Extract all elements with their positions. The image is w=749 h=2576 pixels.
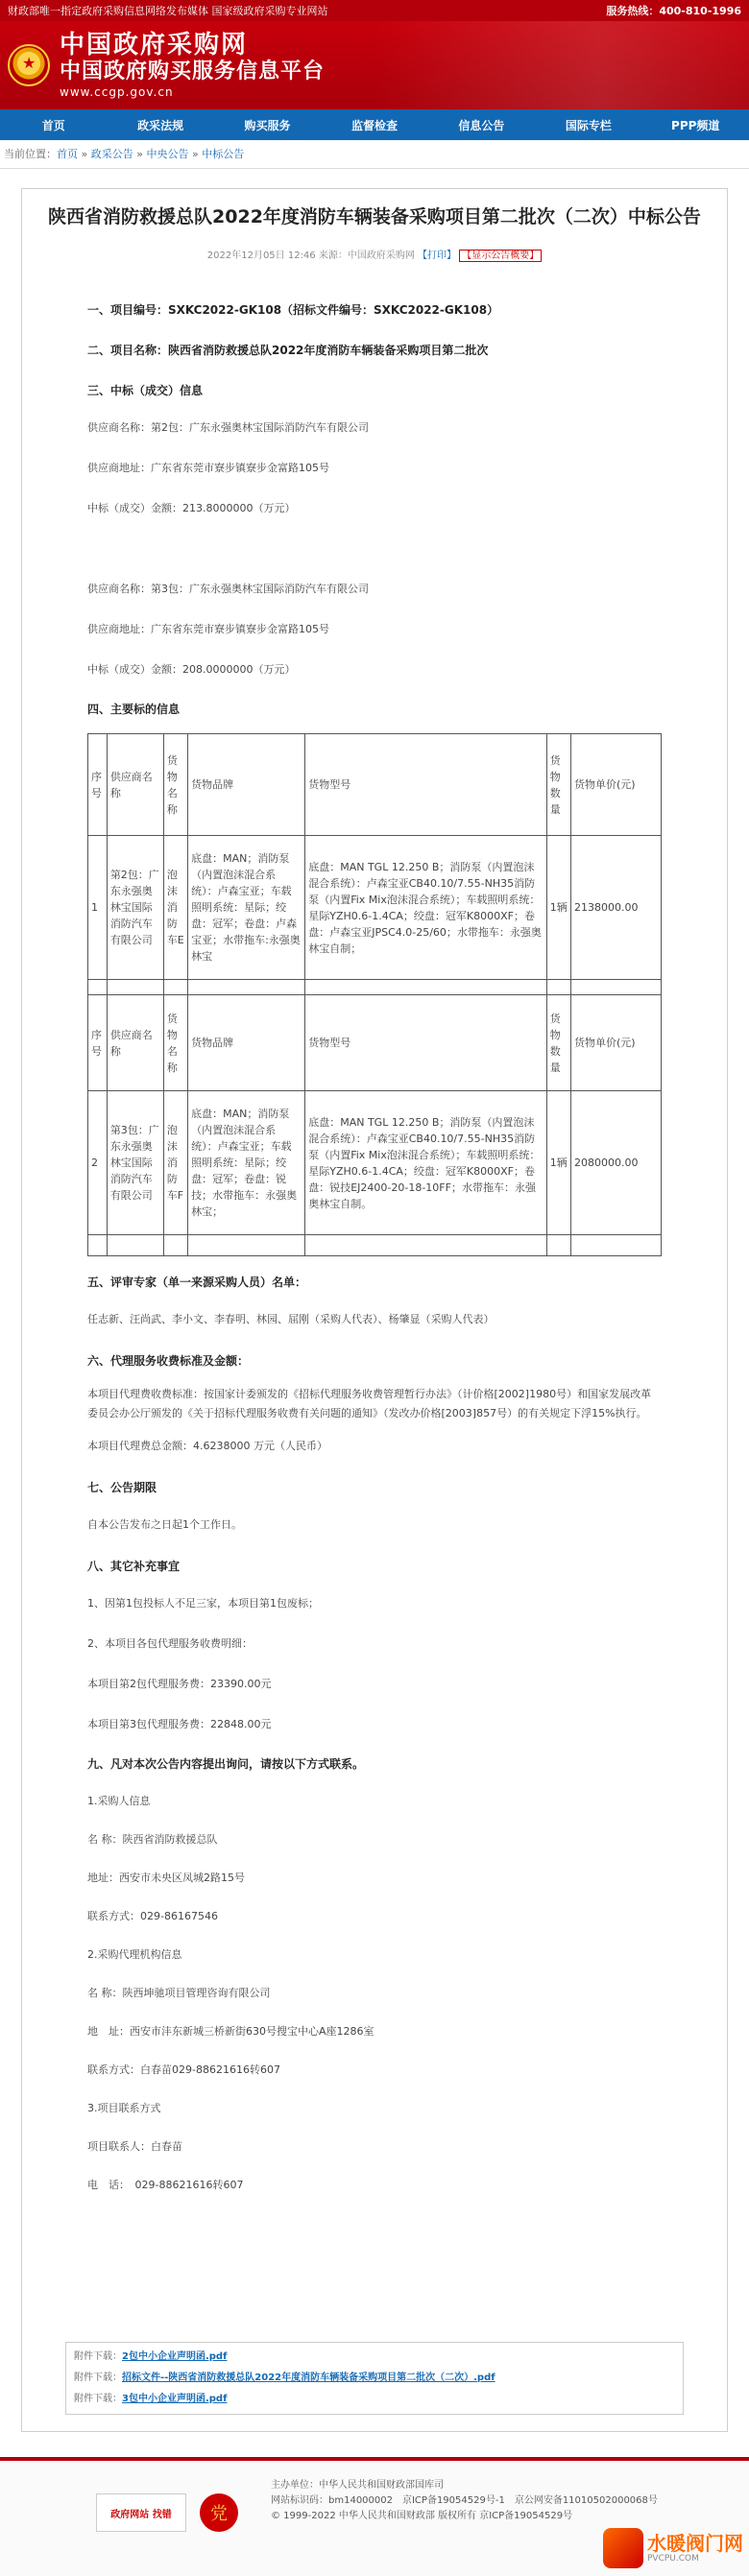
section-winning-info: 三、中标（成交）信息 — [87, 384, 204, 397]
nav-item-ppp[interactable]: PPP频道 — [671, 118, 720, 132]
winner-2-name: 供应商名称：第3包：广东永强奥林宝国际消防汽车有限公司 — [87, 583, 369, 595]
winner-1-name: 供应商名称：第2包：广东永强奥林宝国际消防汽车有限公司 — [87, 421, 369, 434]
header-brand: 货物品牌 — [188, 734, 305, 836]
print-link[interactable]: 【打印】 — [418, 250, 457, 261]
table-spacer-row — [88, 980, 662, 995]
breadcrumb-sep: » — [133, 148, 147, 160]
attachment-link[interactable]: 3包中小企业声明函.pdf — [122, 2394, 228, 2404]
page-title: 陕西省消防救援总队2022年度消防车辆装备采购项目第二批次（二次）中标公告 — [48, 206, 701, 227]
contact-purchaser-title: 1.采购人信息 — [87, 1795, 151, 1807]
nav-item-home[interactable]: 首页 — [41, 118, 65, 132]
fee-total: 本项目代理费总金额：4.6238000 万元（人民币） — [87, 1440, 327, 1452]
cell-no: 1 — [88, 836, 108, 980]
header-model: 货物型号 — [305, 995, 547, 1091]
header-qty: 货物数量 — [546, 995, 570, 1091]
publish-date: 2022年12月05日 12:46 来源：中国政府采购网 — [206, 250, 415, 261]
watermark-text: 水暖阀门网 — [647, 2532, 743, 2555]
expert-list: 任志新、汪尚武、李小文、李春明、林园、屈刚（采购人代表）、杨肇显（采购人代表） — [87, 1313, 495, 1325]
fee-description: 本项目代理费收费标准：按国家计委颁发的《招标代理服务收费管理暂行办法》（计价格[2002]1980号）和国家发展改革委员会办公厅颁发的《关于招标代理服务收费有关问题的通知》（发改办价格[2003]857号）的有关规定下浮15%执行。 — [87, 1388, 652, 1419]
contact-agency-name: 名 称：陕西坤驰项目管理咨询有限公司 — [87, 1987, 271, 1999]
breadcrumb-central[interactable]: 中央公告 — [146, 148, 189, 160]
attachment-label: 附件下载： — [74, 2394, 122, 2404]
supplement-2: 2、本项目各包代理服务收费明细： — [87, 1637, 253, 1650]
section-main-items: 四、主要标的信息 — [87, 703, 181, 716]
cell-model: 底盘：MAN TGL 12.250 B；消防泵（内置泡沫混合系统）：卢森宝亚CB40.10/7.55-NH35消防泵（内置Fix Mix泡沫混合系统）；车载照明系统：星际YZH0.6-1.4CA；绞盘：冠军K8000XF；卷盘：卢森宝亚JPSC4.0-25/60；水带拖车：永强奥林宝自制； — [305, 836, 547, 980]
attachment-label: 附件下载： — [74, 2373, 122, 2383]
contact-purchaser-address: 地址：西安市未央区凤城2路15号 — [87, 1872, 245, 1884]
table-spacer-row — [88, 1235, 662, 1256]
winner-2-amount: 中标（成交）金额：208.0000000（万元） — [87, 663, 296, 676]
breadcrumb-sep: » — [78, 148, 91, 160]
nav-item-services[interactable]: 购买服务 — [244, 118, 291, 132]
table-row — [88, 1091, 662, 1235]
items-table — [87, 733, 662, 1256]
breadcrumb-prefix: 当前位置： — [4, 148, 57, 160]
attachments — [65, 2342, 684, 2415]
cell-goods: 泡沫消防车E — [163, 836, 187, 980]
breadcrumb-sep: » — [188, 148, 203, 160]
winner-1-amount: 中标（成交）金额：213.8000000（万元） — [87, 502, 296, 514]
attachment-item — [74, 2368, 675, 2389]
watermark-logo-icon — [603, 2528, 643, 2568]
breadcrumb-home[interactable]: 首页 — [57, 148, 78, 160]
header-banner-decoration — [374, 21, 749, 109]
supplement-1: 1、因第1包投标人不足三家，本项目第1包废标； — [87, 1597, 319, 1610]
table-row — [88, 836, 662, 980]
main-nav — [0, 109, 749, 140]
site-footer — [0, 2457, 749, 2576]
section-agency-fee: 六、代理服务收费标准及金额： — [87, 1354, 250, 1368]
attachment-link[interactable]: 招标文件--陕西省消防救援总队2022年度消防车辆装备采购项目第二批次（二次）.pdf — [122, 2373, 495, 2383]
contact-agency-address: 地 址：西安市沣东新城三桥新街630号搜宝中心A座1286室 — [87, 2025, 374, 2038]
contact-project-title: 3.项目联系方式 — [87, 2102, 161, 2114]
announcement-period: 自本公告发布之日起1个工作日。 — [87, 1518, 242, 1531]
header-supplier: 供应商名称 — [107, 995, 163, 1091]
nav-item-supervision[interactable]: 监督检查 — [350, 118, 398, 132]
site-subtitle: 中国政府购买服务信息平台 — [60, 60, 326, 83]
site-name: 中国政府采购网 — [60, 31, 249, 60]
cell-brand: 底盘：MAN；消防泵（内置泡沫混合系统）：卢森宝亚；车载照明系统：星际；绞盘：冠军；卷盘：卢森宝亚；水带拖车:永强奥林宝 — [188, 836, 305, 980]
header-price: 货物单价(元) — [570, 995, 661, 1091]
header-qty: 货物数量 — [546, 734, 570, 836]
section-supplementary: 八、其它补充事宜 — [87, 1560, 181, 1573]
breadcrumb-announcements[interactable]: 政采公告 — [90, 148, 133, 160]
header-goods: 货物名称 — [163, 734, 187, 836]
supplement-4: 本项目第3包代理服务费：22848.00元 — [87, 1718, 272, 1730]
section-experts: 五、评审专家（单一来源采购人员）名单： — [87, 1276, 307, 1289]
header-model: 货物型号 — [305, 734, 547, 836]
contact-purchaser-phone: 联系方式：029-86167546 — [87, 1910, 218, 1922]
site-url: www.ccgp.gov.cn — [60, 85, 174, 99]
party-badge-icon[interactable]: 党 — [200, 2493, 238, 2532]
watermark-subtext: PVCPU.COM — [647, 2554, 699, 2564]
header-no: 序号 — [88, 995, 108, 1091]
service-hotline: 服务热线：400-810-1996 — [606, 5, 741, 17]
footer-copyright: © 1999-2022 中华人民共和国财政部 版权所有 京ICP备19054529号 — [271, 2511, 573, 2521]
cell-qty: 1辆 — [546, 1091, 570, 1235]
header-price: 货物单价(元) — [570, 734, 661, 836]
cell-supplier: 第2包：广东永强奥林宝国际消防汽车有限公司 — [107, 836, 163, 980]
header-supplier: 供应商名称 — [107, 734, 163, 836]
cell-no: 2 — [88, 1091, 108, 1235]
article-meta — [87, 247, 662, 261]
section-project-number: 一、项目编号：SXKC2022-GK108（招标文件编号：SXKC2022-GK108） — [87, 303, 499, 317]
footer-host: 主办单位：中华人民共和国财政部国库司 — [271, 2480, 444, 2491]
cell-brand: 底盘：MAN；消防泵（内置泡沫混合系统）：卢森宝亚；车载照明系统：星际；绞盘：冠军；卷盘：锐技；水带拖车：永强奥林宝； — [188, 1091, 305, 1235]
attachment-item — [74, 2389, 675, 2410]
nav-item-announcements[interactable]: 信息公告 — [458, 118, 505, 132]
supplement-3: 本项目第2包代理服务费：23390.00元 — [87, 1678, 272, 1690]
cell-qty: 1辆 — [546, 836, 570, 980]
cell-price: 2138000.00 — [570, 836, 661, 980]
footer-logos — [96, 2493, 238, 2532]
contact-project-phone: 电 话： 029-88621616转607 — [87, 2179, 244, 2191]
site-logo[interactable] — [60, 31, 325, 100]
article-container — [21, 188, 728, 2432]
section-contact: 九、凡对本次公告内容提出询问，请按以下方式联系。 — [87, 1757, 365, 1771]
summary-toggle-button[interactable]: 【显示公告概要】 — [459, 250, 542, 262]
table-header-row — [88, 995, 662, 1091]
attachment-label: 附件下载： — [74, 2351, 122, 2362]
nav-item-regulations[interactable]: 政采法规 — [137, 118, 184, 132]
top-bar — [0, 0, 749, 21]
error-report-badge[interactable]: 政府网站 找错 — [96, 2493, 186, 2532]
header-brand: 货物品牌 — [188, 995, 305, 1091]
winner-1-address: 供应商地址：广东省东莞市寮步镇寮步金富路105号 — [87, 462, 329, 474]
watermark — [603, 2528, 743, 2568]
header-goods: 货物名称 — [163, 995, 187, 1091]
contact-agency-phone: 联系方式：白春苗029-88621616转607 — [87, 2063, 280, 2076]
contact-purchaser-name: 名 称：陕西省消防救援总队 — [87, 1833, 218, 1846]
table-header-row — [88, 734, 662, 836]
national-emblem-icon — [8, 44, 50, 86]
breadcrumb — [0, 140, 749, 169]
contact-project-person: 项目联系人：白春苗 — [87, 2140, 182, 2153]
header-no: 序号 — [88, 734, 108, 836]
article-body — [87, 299, 662, 2195]
footer-info — [271, 2478, 658, 2524]
attachment-link[interactable]: 2包中小企业声明函.pdf — [122, 2351, 228, 2362]
section-project-name: 二、项目名称：陕西省消防救援总队2022年度消防车辆装备采购项目第二批次 — [87, 344, 489, 357]
cell-goods: 泡沫消防车F — [163, 1091, 187, 1235]
nav-item-international[interactable]: 国际专栏 — [565, 118, 612, 132]
contact-agency-title: 2.采购代理机构信息 — [87, 1948, 182, 1961]
footer-registration: 网站标识码：bm14000002 京ICP备19054529号-1 京公网安备11010502000068号 — [271, 2495, 658, 2506]
breadcrumb-winning-bid[interactable]: 中标公告 — [202, 148, 245, 160]
section-announcement-period: 七、公告期限 — [87, 1481, 157, 1494]
site-header — [0, 21, 749, 109]
top-bar-slogan: 财政部唯一指定政府采购信息网络发布媒体 国家级政府采购专业网站 — [8, 5, 328, 17]
cell-price: 2080000.00 — [570, 1091, 661, 1235]
cell-model: 底盘：MAN TGL 12.250 B；消防泵（内置泡沫混合系统）：卢森宝亚CB40.10/7.55-NH35消防泵（内置Fix Mix泡沫混合系统）；车载照明系统：星际YZH0.6-1.4CA；绞盘：冠军K8000XF；卷盘：锐技EJ2400-20-18-10FF；水带拖车：永强奥林宝自制。 — [305, 1091, 547, 1235]
cell-supplier: 第3包：广东永强奥林宝国际消防汽车有限公司 — [107, 1091, 163, 1235]
winner-2-address: 供应商地址：广东省东莞市寮步镇寮步金富路105号 — [87, 623, 329, 635]
attachment-item — [74, 2347, 675, 2368]
